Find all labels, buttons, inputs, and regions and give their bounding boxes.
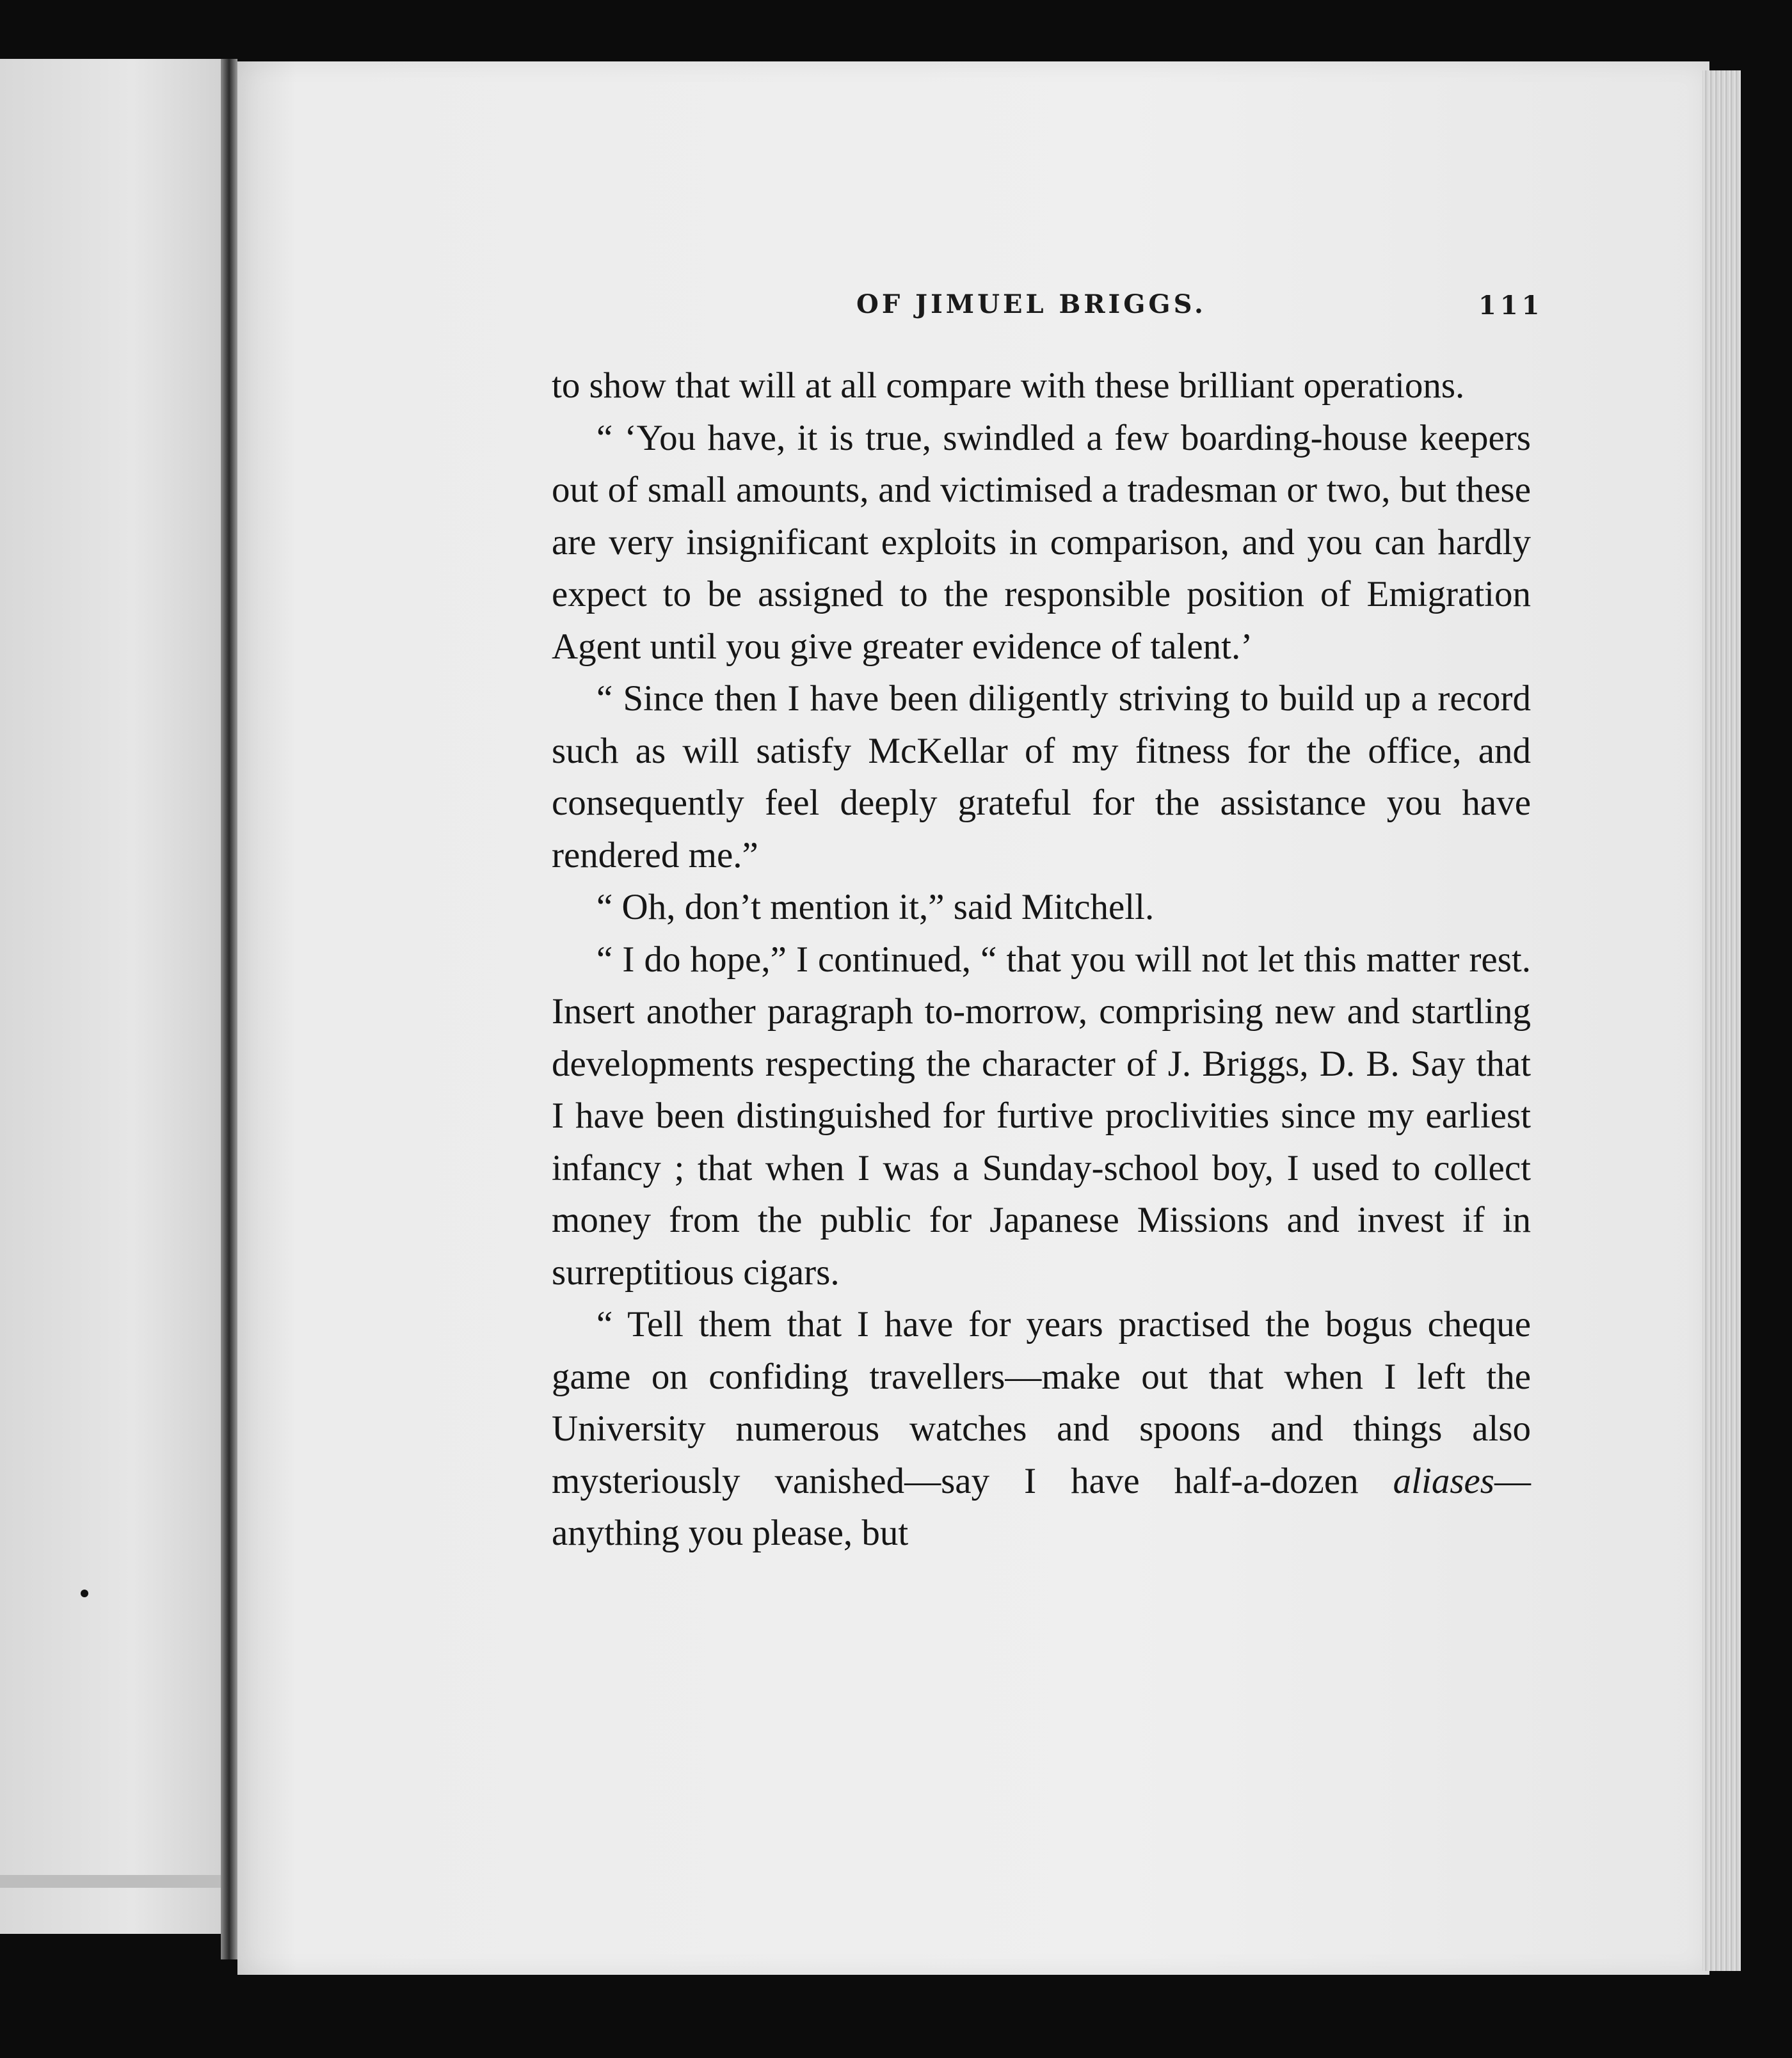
paragraph: “ ‘You have, it is true, swindled a few boarding-house keepers out of small amounts, and victimised a tradesman or two, but these are very insignificant exploits in comparison, and you can hardly expect to be assigned to the responsible position of Emigration Agent until you give greater evidence of talent.’ [552, 417, 1531, 667]
page-stack-edge [1702, 70, 1741, 1971]
paragraph-text: “ Tell them that I have for years practised the bogus cheque game on confiding travellers—make out that when I left the University numerous watches and spoons and things also mysteriously vanished—say I have half-a-dozen [552, 1304, 1531, 1501]
italic-term: aliases [1393, 1460, 1494, 1501]
left-page-edge [0, 1875, 221, 1888]
paragraph [552, 1298, 1531, 1559]
running-header-title: OF JIMUEL BRIGGS. [856, 289, 1206, 319]
paragraph: “ Oh, don’t mention it,” said Mitchell. [596, 887, 1155, 927]
paragraph: “ I do hope,” I continued, “ that you will not let this matter rest. Insert another paragraph to-morrow, comprising new and startling developments respecting the character of J. Briggs, D. B. Say that I have been distinguished for furtive proclivities since my earliest infancy ; that when I was a Sunday-school boy, I used to collect money from the public for Japanese Missions and invest if in surreptitious cigars. [552, 939, 1531, 1293]
page-body-text [552, 360, 1531, 1559]
paragraph: to show that will at all compare with these brilliant operations. [552, 365, 1465, 406]
paragraph-text: —anything you please, but [552, 1460, 1531, 1553]
paragraph: “ Since then I have been diligently striving to build up a record such as will satisfy McKellar of my fitness for the office, and consequently feel deeply grateful for the assistance you have rendered me.” [552, 678, 1531, 875]
left-facing-page [0, 59, 221, 1934]
dust-speck [81, 1590, 88, 1597]
book-gutter [221, 59, 237, 1959]
page-number: 111 [1478, 291, 1544, 321]
